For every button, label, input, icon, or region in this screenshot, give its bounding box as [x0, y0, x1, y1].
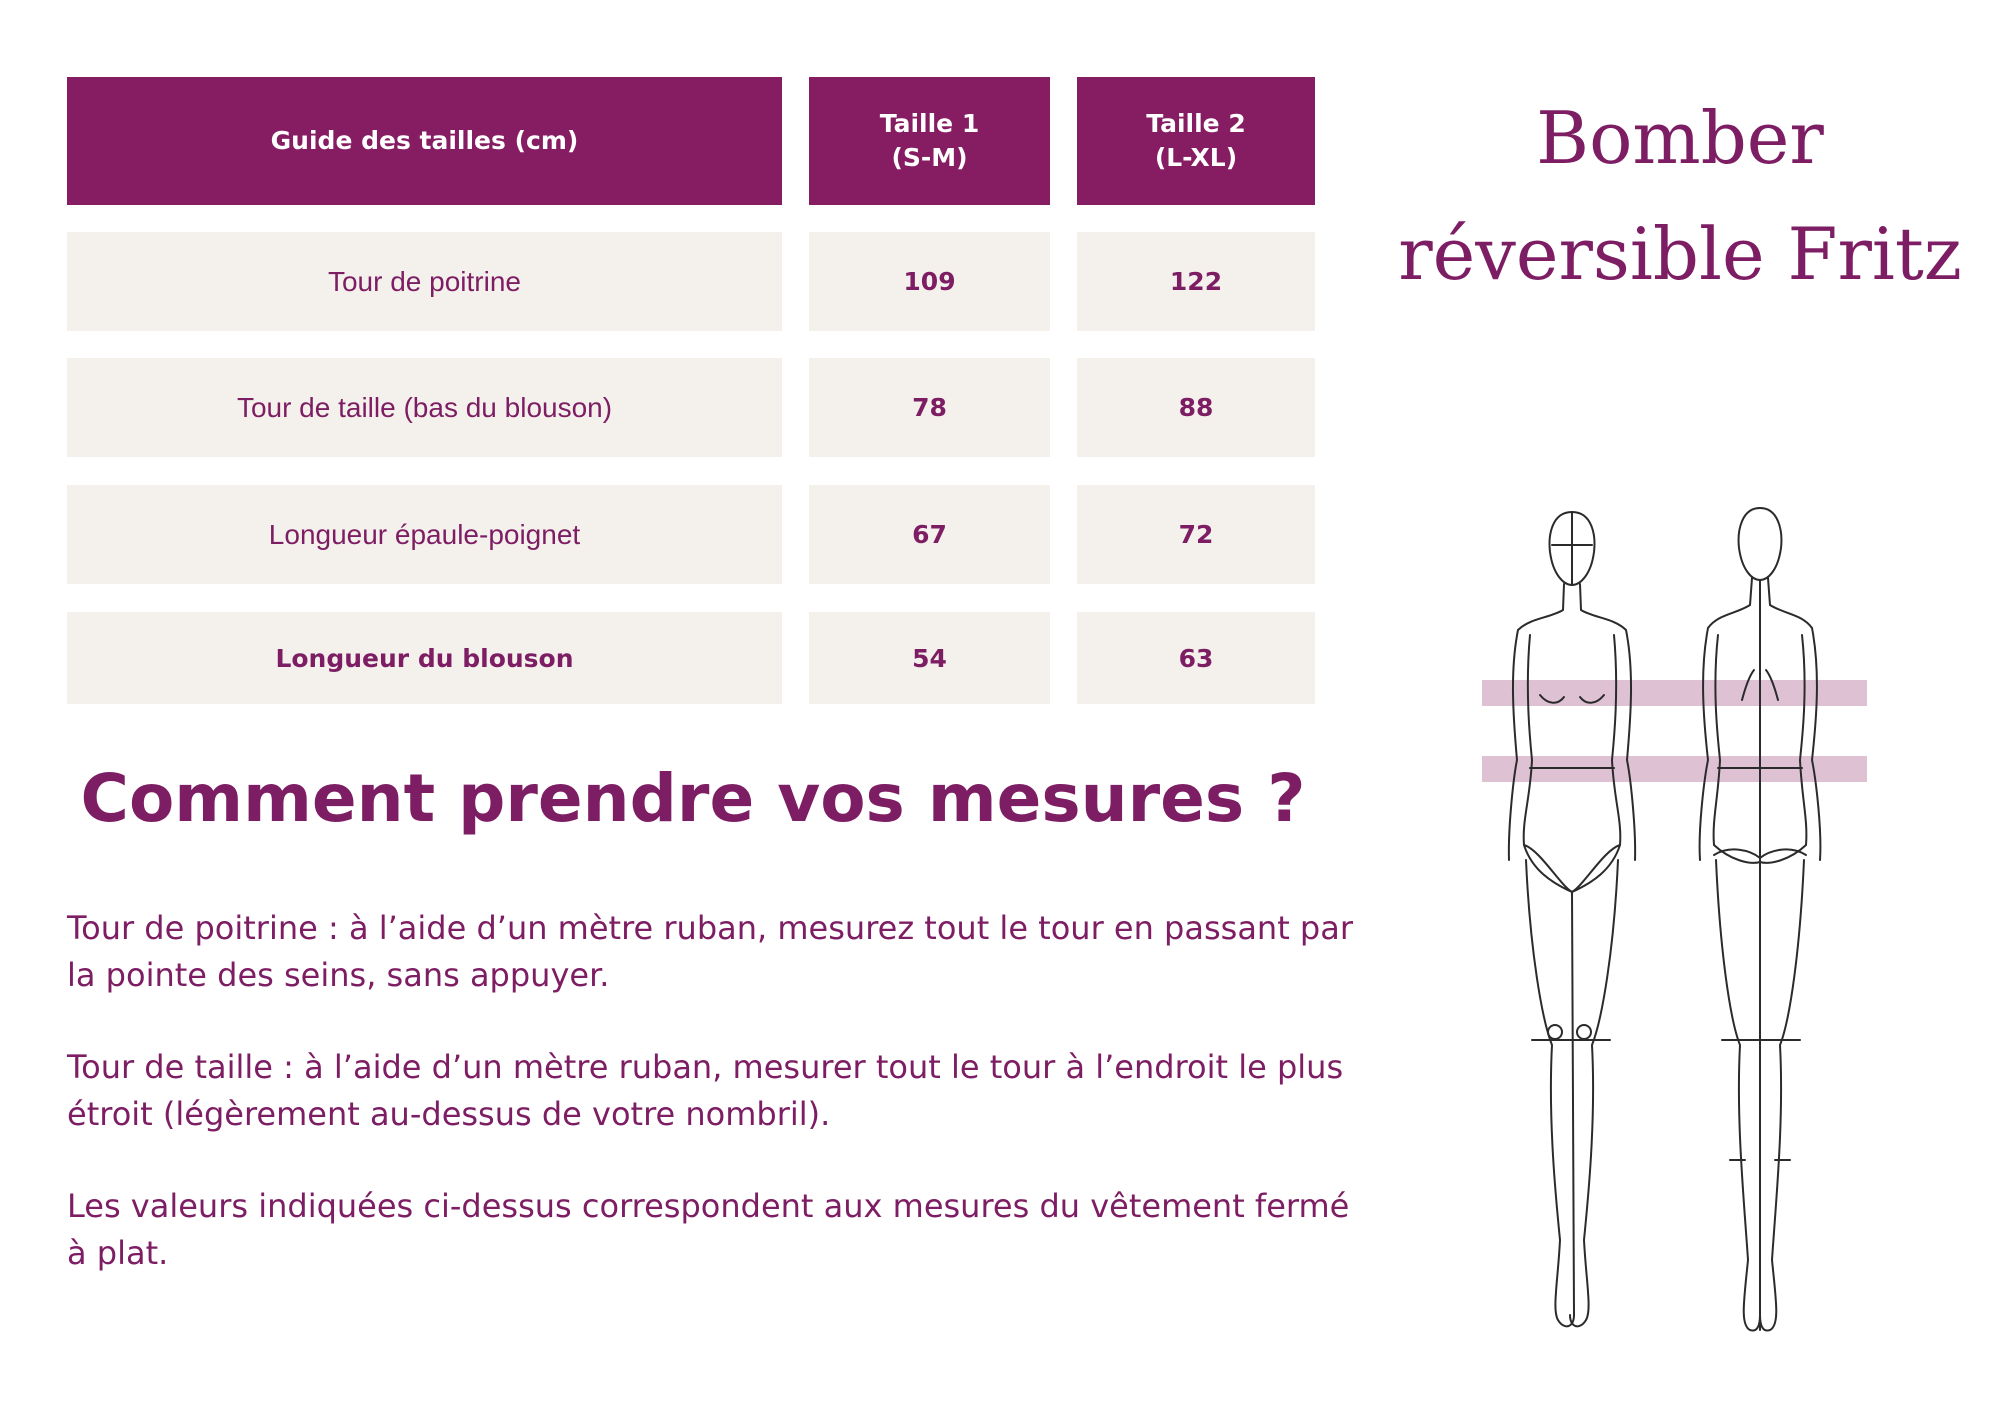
table-row-label: Tour de poitrine — [67, 232, 782, 331]
table-cell-size1: 67 — [809, 485, 1050, 584]
back-figure-icon — [1700, 508, 1821, 1330]
front-figure-icon — [1509, 512, 1635, 1326]
table-row-label: Longueur du blouson — [67, 612, 782, 704]
instructions-paragraph-chest: Tour de poitrine : à l’aide d’un mètre ruban, mesurez tout le tour en passant par la pointe des seins, sans appuyer. — [67, 909, 1353, 994]
product-title-line2: réversible Fritz — [1398, 212, 1962, 296]
table-row-label: Longueur épaule-poignet — [67, 485, 782, 584]
product-title-line1: Bomber — [1536, 96, 1824, 180]
table-cell-size1: 109 — [809, 232, 1050, 331]
product-title — [1380, 80, 1980, 312]
table-cell-size2: 122 — [1077, 232, 1315, 331]
instructions-heading: Comment prendre vos mesures ? — [80, 760, 1306, 837]
instructions-paragraph-waist: Tour de taille : à l’aide d’un mètre ruban, mesurer tout le tour à l’endroit le plus étroit (légèrement au-dessus de votre nombril). — [67, 1048, 1344, 1133]
figure-front-back-illustration — [1460, 500, 1880, 1350]
table-cell-size1: 54 — [809, 612, 1050, 704]
table-cell-size2: 72 — [1077, 485, 1315, 584]
table-header-size1: Taille 1 (S-M) — [809, 77, 1050, 205]
table-header-size2: Taille 2 (L-XL) — [1077, 77, 1315, 205]
table-cell-size1: 78 — [809, 358, 1050, 457]
table-cell-size2: 63 — [1077, 612, 1315, 704]
table-cell-size2: 88 — [1077, 358, 1315, 457]
instructions-paragraph-note: Les valeurs indiquées ci-dessus correspondent aux mesures du vêtement fermé à plat. — [67, 1187, 1350, 1272]
table-row-label: Tour de taille (bas du blouson) — [67, 358, 782, 457]
table-header-label: Guide des tailles (cm) — [67, 77, 782, 205]
